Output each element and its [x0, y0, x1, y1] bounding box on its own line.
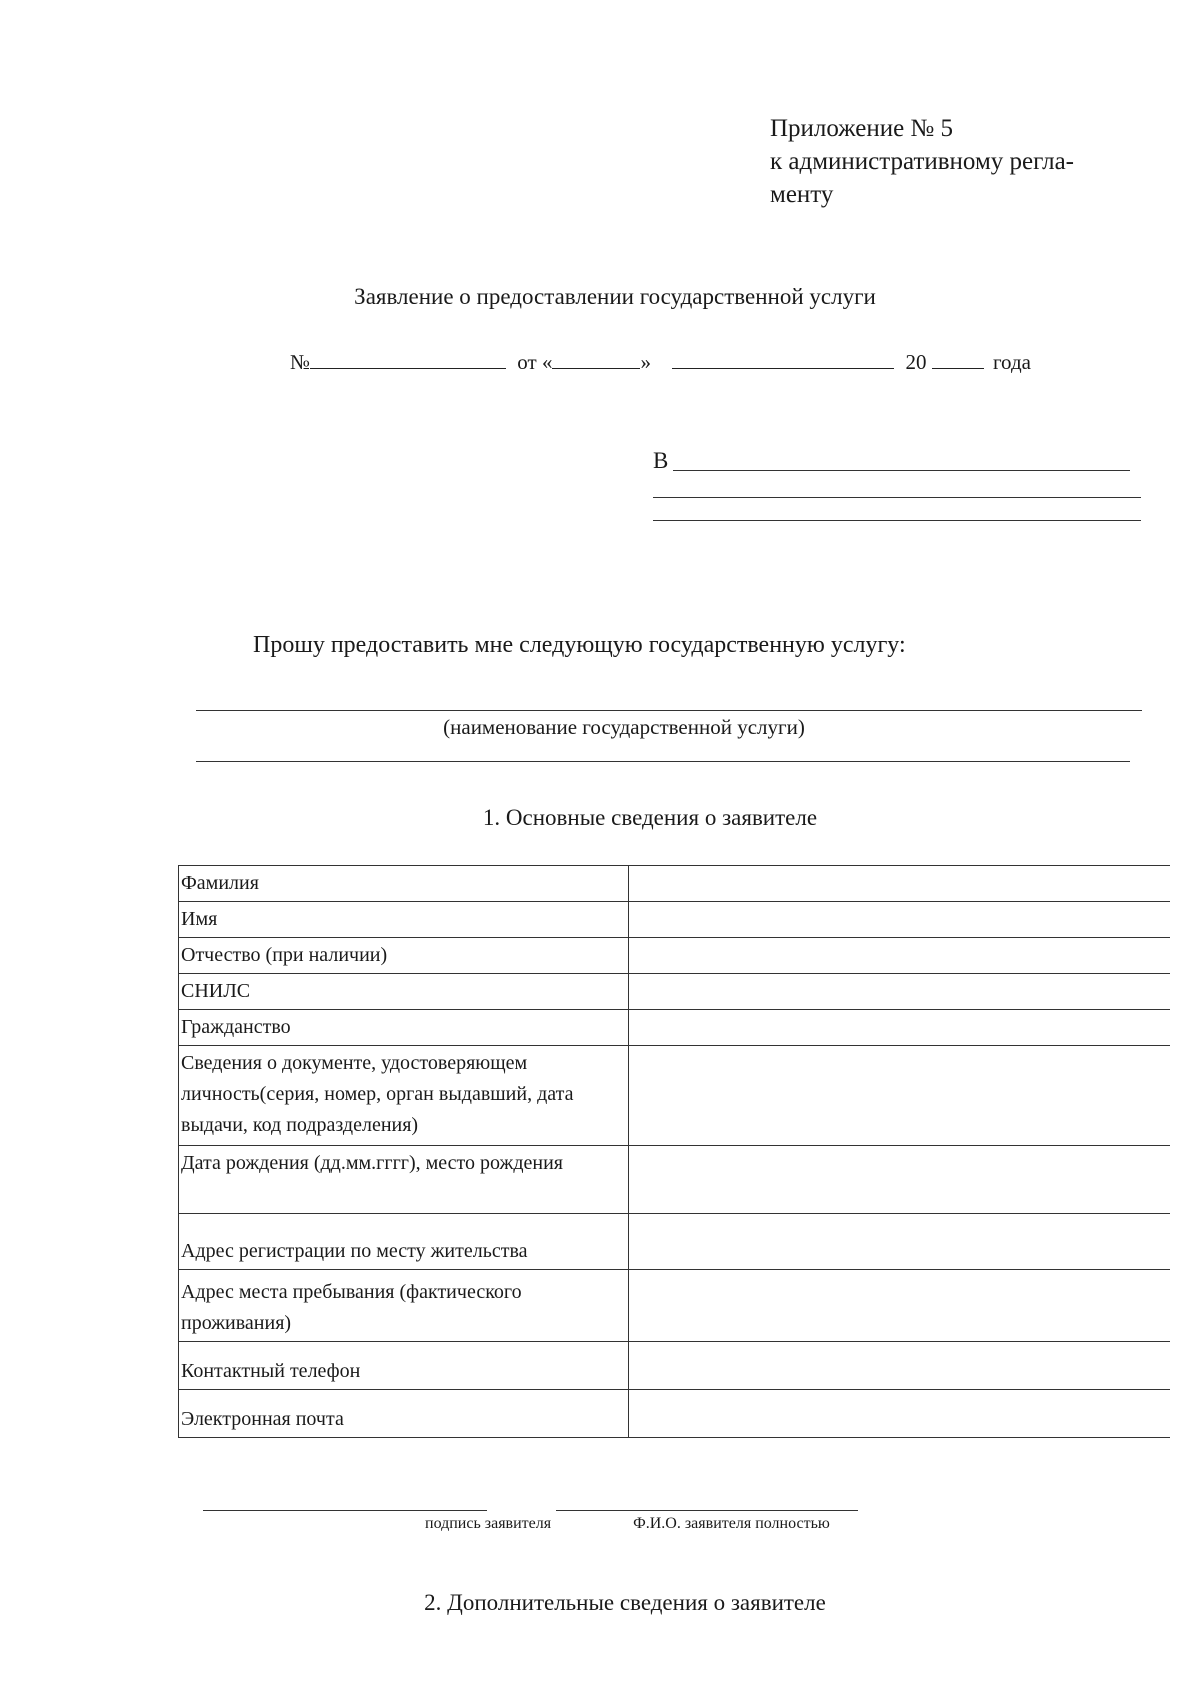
- number-label: №: [290, 350, 311, 374]
- year-prefix: 20: [905, 350, 927, 374]
- annex-line-3: менту: [770, 181, 834, 208]
- row-value-citizenship[interactable]: [629, 1010, 1171, 1046]
- quote-close: »: [640, 350, 651, 374]
- row-value-email[interactable]: [629, 1390, 1171, 1438]
- row-value-patronymic[interactable]: [629, 938, 1171, 974]
- table-row: [179, 1270, 1171, 1342]
- table-row: [179, 1390, 1171, 1438]
- row-value-snils[interactable]: [629, 974, 1171, 1010]
- annex-line-2: к административному регла-: [770, 148, 1075, 175]
- from-label: от «: [517, 350, 553, 374]
- year-suffix: года: [992, 350, 1031, 374]
- table-row: [179, 1342, 1171, 1390]
- table-row: [179, 938, 1171, 974]
- section-2-title: 2. Дополнительные сведения о заявителе: [424, 1590, 826, 1615]
- row-label-snils: СНИЛС: [179, 974, 629, 1010]
- table-row: [179, 1010, 1171, 1046]
- month-blank[interactable]: [672, 350, 894, 369]
- row-label-id-document: Сведения о документе, удостоверяющем личность(серия, номер, орган выдавший, дата выдачи, код подразделения): [179, 1046, 629, 1146]
- table-row: [179, 902, 1171, 938]
- year-blank[interactable]: [932, 350, 984, 369]
- row-label-birth: Дата рождения (дд.мм.гггг), место рождения: [179, 1146, 629, 1214]
- row-label-stay-address: Адрес места пребывания (фактического проживания): [179, 1270, 629, 1342]
- annex-line-1: Приложение № 5: [770, 115, 954, 142]
- row-label-surname: Фамилия: [179, 866, 629, 902]
- row-label-registration-address: Адрес регистрации по месту жительства: [179, 1214, 629, 1270]
- annex-header: [770, 112, 1074, 211]
- addressee-line-1[interactable]: [673, 470, 1130, 471]
- row-label-email: Электронная почта: [179, 1390, 629, 1438]
- signature-label: подпись заявителя: [425, 1515, 552, 1532]
- signature-labels: [425, 1515, 830, 1533]
- table-row: [179, 1214, 1171, 1270]
- applicant-info-table: [178, 865, 1170, 1438]
- service-name-line[interactable]: [196, 710, 1142, 711]
- row-label-citizenship: Гражданство: [179, 1010, 629, 1046]
- table-row: [179, 974, 1171, 1010]
- row-value-stay-address[interactable]: [629, 1270, 1171, 1342]
- row-value-name[interactable]: [629, 902, 1171, 938]
- row-label-patronymic: Отчество (при наличии): [179, 938, 629, 974]
- row-label-name: Имя: [179, 902, 629, 938]
- document-title: Заявление о предоставлении государственной услуги: [354, 284, 876, 309]
- full-name-line[interactable]: [556, 1510, 858, 1511]
- row-value-birth[interactable]: [629, 1146, 1171, 1214]
- row-value-registration-address[interactable]: [629, 1214, 1171, 1270]
- signature-line[interactable]: [203, 1510, 487, 1511]
- full-name-label: Ф.И.О. заявителя полностью: [633, 1515, 830, 1532]
- addressee-line-3[interactable]: [653, 520, 1141, 521]
- addressee-line-2[interactable]: [653, 497, 1141, 498]
- table-row: [179, 866, 1171, 902]
- section-1-title: 1. Основные сведения о заявителе: [482, 805, 818, 830]
- table-row: [179, 1046, 1171, 1146]
- number-date-line: [290, 350, 1031, 375]
- request-text: Прошу предоставить мне следующую государственную услугу:: [253, 632, 906, 658]
- row-value-surname[interactable]: [629, 866, 1171, 902]
- day-blank[interactable]: [552, 350, 640, 369]
- row-value-id-document[interactable]: [629, 1046, 1171, 1146]
- service-caption: (наименование государственной услуги): [443, 715, 805, 739]
- row-value-phone[interactable]: [629, 1342, 1171, 1390]
- service-name-line-2[interactable]: [196, 761, 1130, 762]
- addressee-prefix: В: [653, 448, 669, 473]
- table-row: [179, 1146, 1171, 1214]
- number-blank[interactable]: [310, 350, 506, 369]
- row-label-phone: Контактный телефон: [179, 1342, 629, 1390]
